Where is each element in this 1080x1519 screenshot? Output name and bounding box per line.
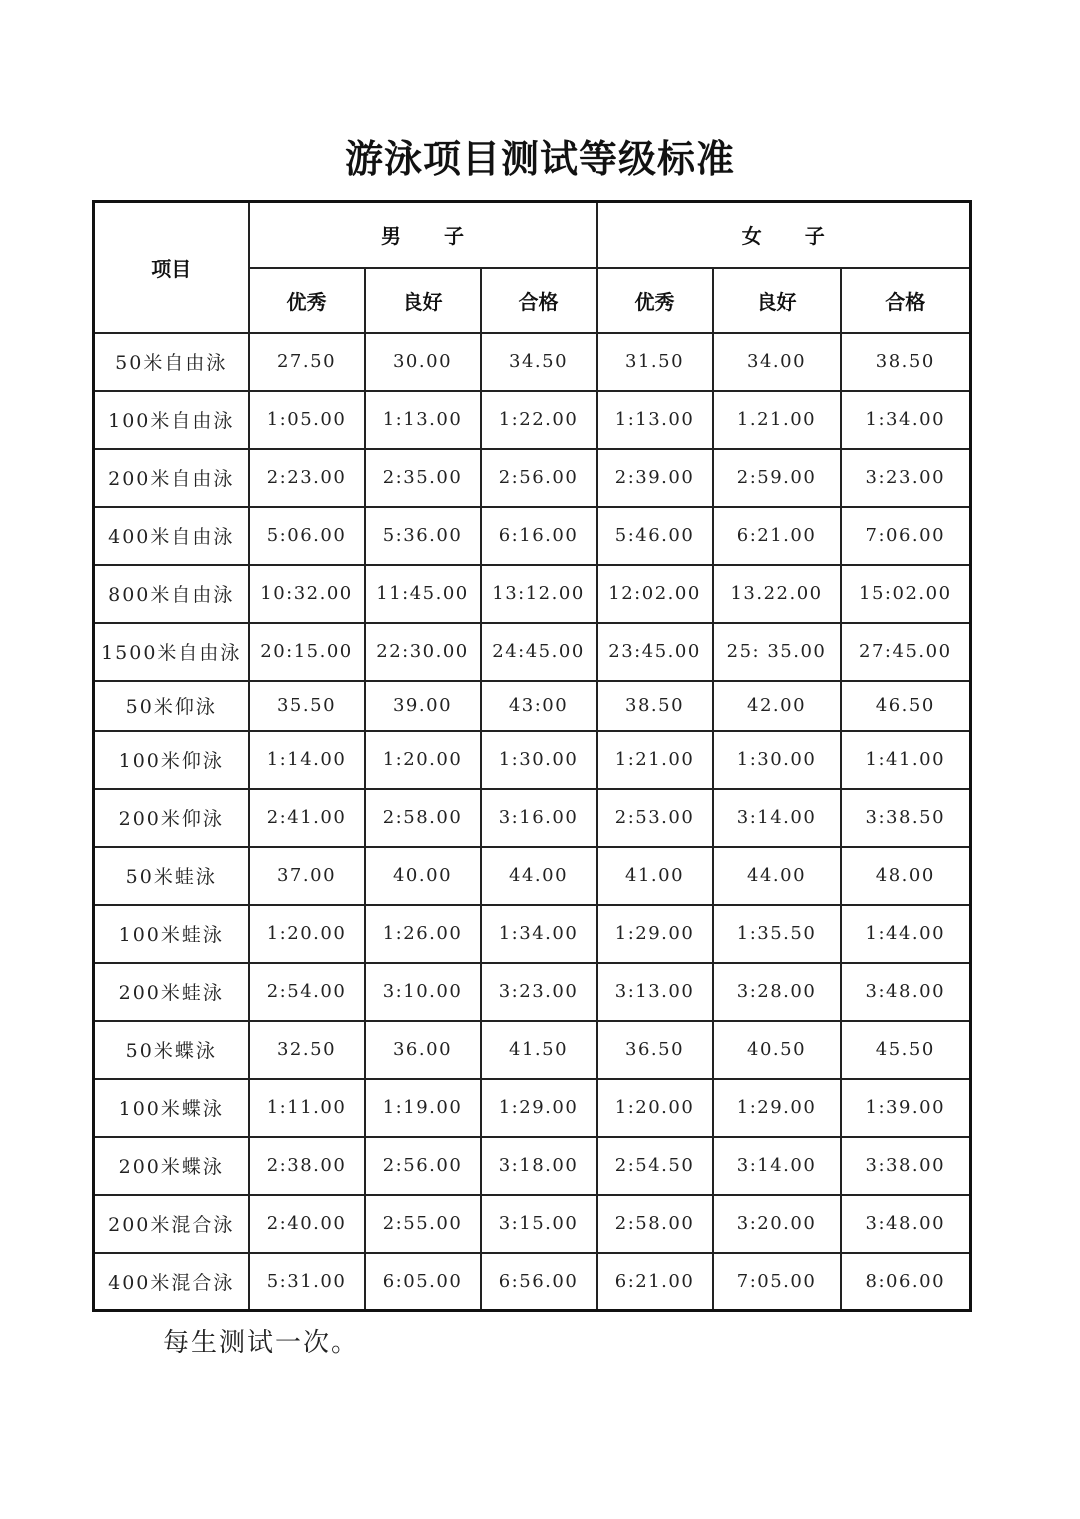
- event-name-cell: 400米混合泳: [94, 1253, 249, 1311]
- event-name-cell: 1500米自由泳: [94, 623, 249, 681]
- time-value-cell: 34.00: [713, 333, 841, 391]
- time-value-cell: 1:13.00: [365, 391, 481, 449]
- time-value-cell: 48.00: [841, 847, 971, 905]
- time-value-cell: 34.50: [481, 333, 597, 391]
- grade-header-female-pass: 合格: [841, 268, 971, 333]
- time-value-cell: 1:22.00: [481, 391, 597, 449]
- time-value-cell: 1:20.00: [249, 905, 365, 963]
- time-value-cell: 44.00: [713, 847, 841, 905]
- time-value-cell: 2:55.00: [365, 1195, 481, 1253]
- event-name-cell: 200米混合泳: [94, 1195, 249, 1253]
- table-row: [94, 847, 971, 905]
- event-name-cell: 100米蝶泳: [94, 1079, 249, 1137]
- event-name-cell: 200米仰泳: [94, 789, 249, 847]
- event-column-header: 项目: [94, 202, 249, 333]
- time-value-cell: 5:46.00: [597, 507, 713, 565]
- time-value-cell: 2:58.00: [597, 1195, 713, 1253]
- time-value-cell: 2:35.00: [365, 449, 481, 507]
- time-value-cell: 11:45.00: [365, 565, 481, 623]
- time-value-cell: 41.50: [481, 1021, 597, 1079]
- time-value-cell: 31.50: [597, 333, 713, 391]
- table-row: [94, 1079, 971, 1137]
- event-name-cell: 200米蝶泳: [94, 1137, 249, 1195]
- time-value-cell: 3:38.50: [841, 789, 971, 847]
- table-row: [94, 449, 971, 507]
- event-name-cell: 100米蛙泳: [94, 905, 249, 963]
- time-value-cell: 2:54.00: [249, 963, 365, 1021]
- time-value-cell: 20:15.00: [249, 623, 365, 681]
- time-value-cell: 2:23.00: [249, 449, 365, 507]
- time-value-cell: 1:19.00: [365, 1079, 481, 1137]
- time-value-cell: 1:34.00: [841, 391, 971, 449]
- time-value-cell: 8:06.00: [841, 1253, 971, 1311]
- grade-header-female-excellent: 优秀: [597, 268, 713, 333]
- page-title: 游泳项目测试等级标准: [344, 137, 735, 181]
- time-value-cell: 3:48.00: [841, 963, 971, 1021]
- time-value-cell: 44.00: [481, 847, 597, 905]
- time-value-cell: 10:32.00: [249, 565, 365, 623]
- time-value-cell: 3:20.00: [713, 1195, 841, 1253]
- time-value-cell: 6:05.00: [365, 1253, 481, 1311]
- time-value-cell: 1:14.00: [249, 731, 365, 789]
- table-row: [94, 507, 971, 565]
- time-value-cell: 3:23.00: [481, 963, 597, 1021]
- time-value-cell: 5:06.00: [249, 507, 365, 565]
- male-group-header: 男 子: [249, 202, 597, 268]
- time-value-cell: 27:45.00: [841, 623, 971, 681]
- time-value-cell: 3:18.00: [481, 1137, 597, 1195]
- female-group-header: 女 子: [597, 202, 971, 268]
- standards-table: [92, 200, 972, 1312]
- time-value-cell: 6:21.00: [713, 507, 841, 565]
- time-value-cell: 1:30.00: [713, 731, 841, 789]
- time-value-cell: 1:41.00: [841, 731, 971, 789]
- time-value-cell: 36.50: [597, 1021, 713, 1079]
- time-value-cell: 41.00: [597, 847, 713, 905]
- time-value-cell: 2:58.00: [365, 789, 481, 847]
- time-value-cell: 1:30.00: [481, 731, 597, 789]
- time-value-cell: 22:30.00: [365, 623, 481, 681]
- grade-header-female-good: 良好: [713, 268, 841, 333]
- event-name-cell: 50米蝶泳: [94, 1021, 249, 1079]
- time-value-cell: 6:21.00: [597, 1253, 713, 1311]
- time-value-cell: 1:44.00: [841, 905, 971, 963]
- time-value-cell: 24:45.00: [481, 623, 597, 681]
- time-value-cell: 1:35.50: [713, 905, 841, 963]
- time-value-cell: 2:38.00: [249, 1137, 365, 1195]
- time-value-cell: 3:48.00: [841, 1195, 971, 1253]
- table-row: [94, 789, 971, 847]
- time-value-cell: 13:12.00: [481, 565, 597, 623]
- time-value-cell: 6:56.00: [481, 1253, 597, 1311]
- table-row: [94, 1137, 971, 1195]
- time-value-cell: 40.00: [365, 847, 481, 905]
- table-row: [94, 681, 971, 731]
- time-value-cell: 42.00: [713, 681, 841, 731]
- table-row: [94, 623, 971, 681]
- time-value-cell: 30.00: [365, 333, 481, 391]
- time-value-cell: 38.50: [597, 681, 713, 731]
- table-row: [94, 333, 971, 391]
- time-value-cell: 1:20.00: [597, 1079, 713, 1137]
- time-value-cell: 2:41.00: [249, 789, 365, 847]
- time-value-cell: 7:05.00: [713, 1253, 841, 1311]
- time-value-cell: 40.50: [713, 1021, 841, 1079]
- time-value-cell: 3:23.00: [841, 449, 971, 507]
- time-value-cell: 15:02.00: [841, 565, 971, 623]
- event-name-cell: 100米自由泳: [94, 391, 249, 449]
- grade-header-male-good: 良好: [365, 268, 481, 333]
- header-row-groups: [94, 202, 971, 268]
- time-value-cell: 1:05.00: [249, 391, 365, 449]
- time-value-cell: 27.50: [249, 333, 365, 391]
- time-value-cell: 36.00: [365, 1021, 481, 1079]
- time-value-cell: 3:15.00: [481, 1195, 597, 1253]
- time-value-cell: 43:00: [481, 681, 597, 731]
- time-value-cell: 25: 35.00: [713, 623, 841, 681]
- time-value-cell: 32.50: [249, 1021, 365, 1079]
- grade-header-male-excellent: 优秀: [249, 268, 365, 333]
- time-value-cell: 23:45.00: [597, 623, 713, 681]
- time-value-cell: 2:39.00: [597, 449, 713, 507]
- time-value-cell: 13.22.00: [713, 565, 841, 623]
- time-value-cell: 12:02.00: [597, 565, 713, 623]
- time-value-cell: 3:28.00: [713, 963, 841, 1021]
- time-value-cell: 2:54.50: [597, 1137, 713, 1195]
- time-value-cell: 1:34.00: [481, 905, 597, 963]
- grade-header-male-pass: 合格: [481, 268, 597, 333]
- event-name-cell: 800米自由泳: [94, 565, 249, 623]
- event-name-cell: 50米蛙泳: [94, 847, 249, 905]
- time-value-cell: 1:26.00: [365, 905, 481, 963]
- time-value-cell: 2:59.00: [713, 449, 841, 507]
- time-value-cell: 1:11.00: [249, 1079, 365, 1137]
- time-value-cell: 1:29.00: [713, 1079, 841, 1137]
- time-value-cell: 45.50: [841, 1021, 971, 1079]
- time-value-cell: 3:14.00: [713, 1137, 841, 1195]
- time-value-cell: 3:16.00: [481, 789, 597, 847]
- event-name-cell: 100米仰泳: [94, 731, 249, 789]
- time-value-cell: 6:16.00: [481, 507, 597, 565]
- time-value-cell: 3:10.00: [365, 963, 481, 1021]
- table-row: [94, 731, 971, 789]
- time-value-cell: 1.21.00: [713, 391, 841, 449]
- event-name-cell: 200米蛙泳: [94, 963, 249, 1021]
- time-value-cell: 35.50: [249, 681, 365, 731]
- time-value-cell: 3:38.00: [841, 1137, 971, 1195]
- time-value-cell: 1:39.00: [841, 1079, 971, 1137]
- table-body: [94, 333, 971, 1311]
- time-value-cell: 2:56.00: [481, 449, 597, 507]
- time-value-cell: 1:13.00: [597, 391, 713, 449]
- time-value-cell: 2:40.00: [249, 1195, 365, 1253]
- footnote: 每生测试一次。: [163, 1328, 360, 1358]
- table-row: [94, 963, 971, 1021]
- time-value-cell: 39.00: [365, 681, 481, 731]
- time-value-cell: 3:13.00: [597, 963, 713, 1021]
- time-value-cell: 38.50: [841, 333, 971, 391]
- table-row: [94, 1195, 971, 1253]
- table-row: [94, 391, 971, 449]
- event-name-cell: 50米自由泳: [94, 333, 249, 391]
- time-value-cell: 1:21.00: [597, 731, 713, 789]
- event-name-cell: 400米自由泳: [94, 507, 249, 565]
- time-value-cell: 5:36.00: [365, 507, 481, 565]
- time-value-cell: 3:14.00: [713, 789, 841, 847]
- time-value-cell: 5:31.00: [249, 1253, 365, 1311]
- time-value-cell: 1:29.00: [481, 1079, 597, 1137]
- time-value-cell: 1:20.00: [365, 731, 481, 789]
- table-row: [94, 565, 971, 623]
- table-row: [94, 1253, 971, 1311]
- time-value-cell: 46.50: [841, 681, 971, 731]
- event-name-cell: 200米自由泳: [94, 449, 249, 507]
- event-name-cell: 50米仰泳: [94, 681, 249, 731]
- time-value-cell: 7:06.00: [841, 507, 971, 565]
- time-value-cell: 37.00: [249, 847, 365, 905]
- time-value-cell: 2:53.00: [597, 789, 713, 847]
- time-value-cell: 1:29.00: [597, 905, 713, 963]
- table-row: [94, 1021, 971, 1079]
- time-value-cell: 2:56.00: [365, 1137, 481, 1195]
- table-row: [94, 905, 971, 963]
